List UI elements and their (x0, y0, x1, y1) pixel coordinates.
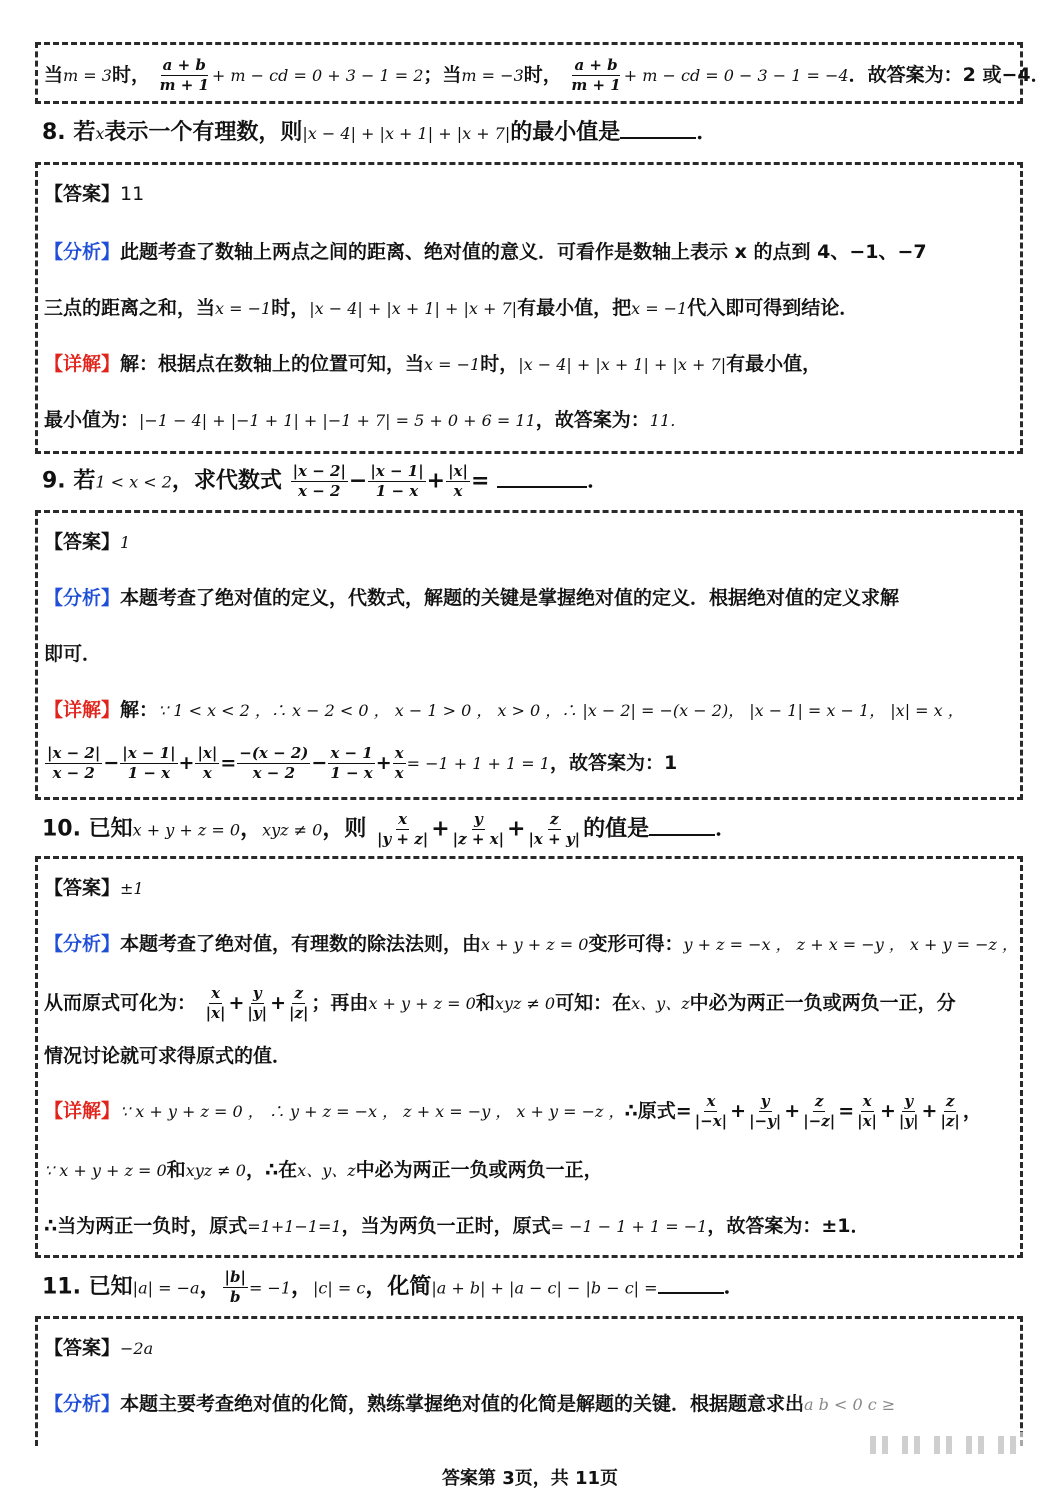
q8-detail-1: 【详解】解：根据点在数轴上的位置可知，当x = −1时，|x − 4| + |x + 1| + |x + 7|有最小值， (44, 353, 822, 375)
answer-blank (497, 472, 587, 488)
answer-blank (649, 820, 715, 836)
q7-tail-line: 当m = 3时， $\frac{a + b}{m + 1}$ + m − cd = 0 + 3 − 1 = 2；当m = −3时， $\frac{a + b}{m + 1}$ + m − cd = 0 − 3 − 1 = −4．故答案为：2 或−4． (44, 56, 1050, 94)
q10-analysis-3: 情况讨论就可求得原式的值． (44, 1045, 292, 1067)
q9-analysis-2: 即可． (44, 643, 102, 665)
fraction: $\frac{a + b}{m + 1}$ (159, 56, 209, 94)
q10-detail-2: ∵ x + y + z = 0和xyz ≠ 0，∴在x、y、z中必为两正一负或两负一正， (44, 1159, 603, 1181)
q9-detail-2: $\frac{|x - 2|}{x - 2}$ − $\frac{|x - 1|}{1 - x}$ + $\frac{|x|}{x}$ = $\frac{-(x - 2)}{x - 2}$ − $\frac{x - 1}{1 - x}$ + $\frac{x}{x}$ = −1 + 1 + 1 = 1，故答案为：1 (47, 744, 678, 782)
page-footer: 答案第 3页，共 11页 (441, 1468, 619, 1489)
q8-detail-2: 最小值为：|−1 − 4| + |−1 + 1| + |−1 + 7| = 5 + 0 + 6 = 11，故答案为：11． (44, 409, 687, 431)
q11-analysis-1: 【分析】本题主要考查绝对值的化简，熟练掌握绝对值的化简是解题的关键．根据题意求出a b < 0 c ≥ (44, 1393, 896, 1415)
fraction: $\frac{a + b}{m + 1}$ (571, 56, 621, 94)
q10-detail-1: 【详解】∵ x + y + z = 0 ， ∴ y + z = −x ， z + x = −y ， x + y = −z ，∴原式= $\frac{x}{|-x|}$ + $\frac{y}{|-y|}$ + $\frac{z}{|-z|}$ = $\frac{x}{|x|}$ + $\frac{y}{|y|}$ + $\frac{z}{|z|}$ ， (44, 1092, 982, 1130)
q8-analysis-1: 【分析】此题考查了数轴上两点之间的距离、绝对值的意义．可看作是数轴上表示 x 的点到 4、−1、−7 (44, 241, 927, 263)
answer-blank (658, 1278, 724, 1294)
q10-analysis-1: 【分析】本题考查了绝对值，有理数的除法法则，由x + y + z = 0变形可得：y + z = −x ， z + x = −y ， x + y = −z ， (44, 933, 1019, 955)
question-11: 11. 已知|a| = −a， $\frac{|b|}{b}$ = −1，|c| = c，化简|a + b| + |a − c| − |b − c| = ． (42, 1268, 746, 1306)
q10-analysis-2: 从而原式可化为： $\frac{x}{|x|}$ + $\frac{y}{|y|}$ + $\frac{z}{|z|}$ ；再由x + y + z = 0和xyz ≠ 0可知：在x、y、z中必为两正一负或两负一正，分 (44, 984, 956, 1022)
q8-analysis-2: 三点的距离之和，当x = −1时，|x − 4| + |x + 1| + |x + 7|有最小值，把x = −1代入即可得到结论． (44, 297, 859, 319)
scan-artifact-icon (720, 1432, 1050, 1458)
q9-answer: 【答案】1 (44, 531, 131, 553)
q8-answer: 【答案】11 (44, 183, 145, 205)
question-10: 10. 已知x + y + z = 0，xyz ≠ 0，则 $\frac{x}{|y + z|}$ + $\frac{y}{|z + x|}$ + $\frac{z}{|x + y|}$ 的值是 ． (42, 810, 738, 848)
q11-answer: 【答案】−2a (44, 1337, 154, 1359)
q10-answer: 【答案】±1 (44, 877, 144, 899)
question-9: 9. 若1 < x < 2，求代数式 $\frac{|x - 2|}{x - 2}$ − $\frac{|x - 1|}{1 - x}$ + $\frac{|x|}{x}$ = ． (42, 462, 610, 500)
question-8: 8. 若x表示一个有理数，则|x − 4| + |x + 1| + |x + 7|的最小值是 ． (42, 120, 719, 145)
q9-detail-1: 【详解】解：∵ 1 < x < 2 ，∴ x − 2 < 0 ， x − 1 > 0 ， x > 0 ，∴ |x − 2| = −(x − 2)， |x − 1| = x − 1， |x| = x ， (44, 699, 964, 721)
q9-analysis-1: 【分析】本题考查了绝对值的定义，代数式，解题的关键是掌握绝对值的定义．根据绝对值的定义求解 (44, 587, 900, 609)
answer-box-q11 (35, 1316, 1023, 1446)
answer-blank (620, 123, 696, 139)
q10-detail-3: ∴当为两正一负时，原式=1+1−1=1，当为两负一正时，原式= −1 − 1 + 1 = −1，故答案为：±1． (44, 1215, 870, 1237)
